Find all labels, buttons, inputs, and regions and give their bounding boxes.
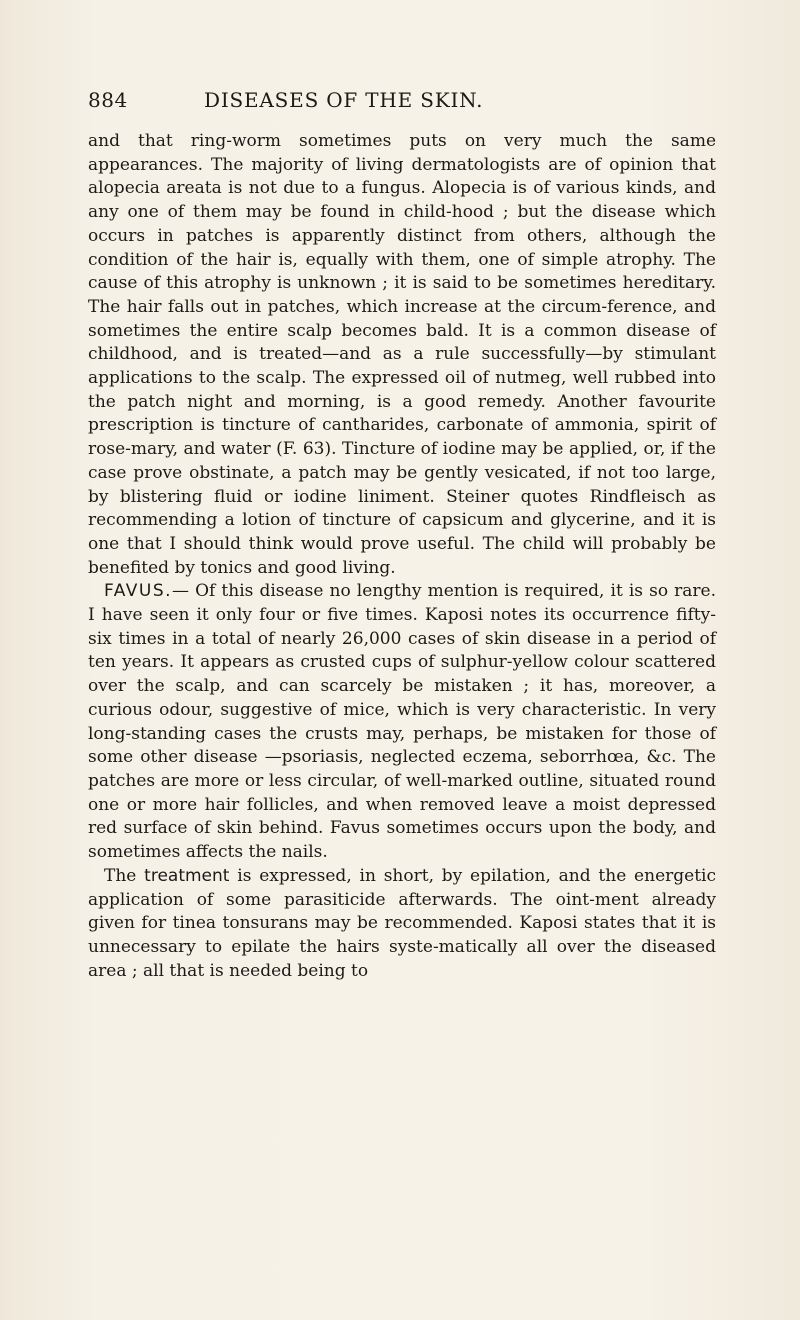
paragraph-alopecia: and that ring-worm sometimes puts on very much the same appearances. The majority of living dermatologists are of opinion that alopecia areata is not due to a fungus. Alopecia is of various kinds, and any one of them may be found in child-hood ; but the disease which occurs in patches is apparently distinct from others, although the condition of the hair is, equally with them, one of simple atrophy. The cause of this atrophy is unknown ; it is said to be sometimes hereditary. The hair falls out in patches, which increase at the circum-ference, and sometimes the entire scalp becomes bald. It is a common disease of childhood, and is treated—and as a rule successfully—by stimulant applications to the scalp. The expressed oil of nutmeg, well rubbed into the patch night and morning, is a good remedy. Another favourite prescription is tincture of cantharides, carbonate of ammonia, spirit of rose-mary, and water (F. 63). Tincture of iodine may be applied, or, if the case prove obstinate, a patch may be gently vesicated, if not too large, by blistering fluid or iodine liniment. Steiner quotes Rindfleisch as recommending a lotion of tincture of capsicum and glycerine, and it is one that I should think would prove useful. The child will probably be benefited by tonics and good living. [88, 131, 716, 578]
treatment-emphasis: treatment [144, 865, 230, 886]
treatment-lead: The [104, 865, 145, 886]
paragraph-treatment [88, 865, 716, 984]
paragraph-favus [88, 580, 716, 864]
running-title: DISEASES OF THE SKIN. [204, 88, 484, 112]
favus-heading: FAVUS. [104, 581, 173, 602]
treatment-text: is expressed, in short, by epilation, and the energetic application of some parasiticide afterwards. The oint-ment already given for tinea tonsurans may be recommended. Kaposi states that it is unnecessary to epilate the hairs syste-matically all over the diseased area ; all that is needed being to [88, 865, 716, 981]
page-number: 884 [88, 88, 128, 112]
favus-text: — Of this disease no lengthy mention is required, it is so rare. I have seen it only four or five times. Kaposi notes its occurrence fifty-six times in a total of nearly 26,000 cases of skin disease in a period of ten years. It appears as crusted cups of sulphur-yellow colour scattered over the scalp, and can scarcely be mistaken ; it has, moreover, a curious odour, suggestive of mice, which is very characteristic. In very long-standing cases the crusts may, perhaps, be mistaken for those of some other disease —psoriasis, neglected eczema, seborrhœa, &c. The patches are more or less circular, of well-marked outline, situated round one or more hair follicles, and when removed leave a moist depressed red surface of skin behind. Favus sometimes occurs upon the body, and sometimes affects the nails. [88, 581, 716, 863]
body-text [88, 130, 716, 983]
page-header [88, 88, 714, 116]
